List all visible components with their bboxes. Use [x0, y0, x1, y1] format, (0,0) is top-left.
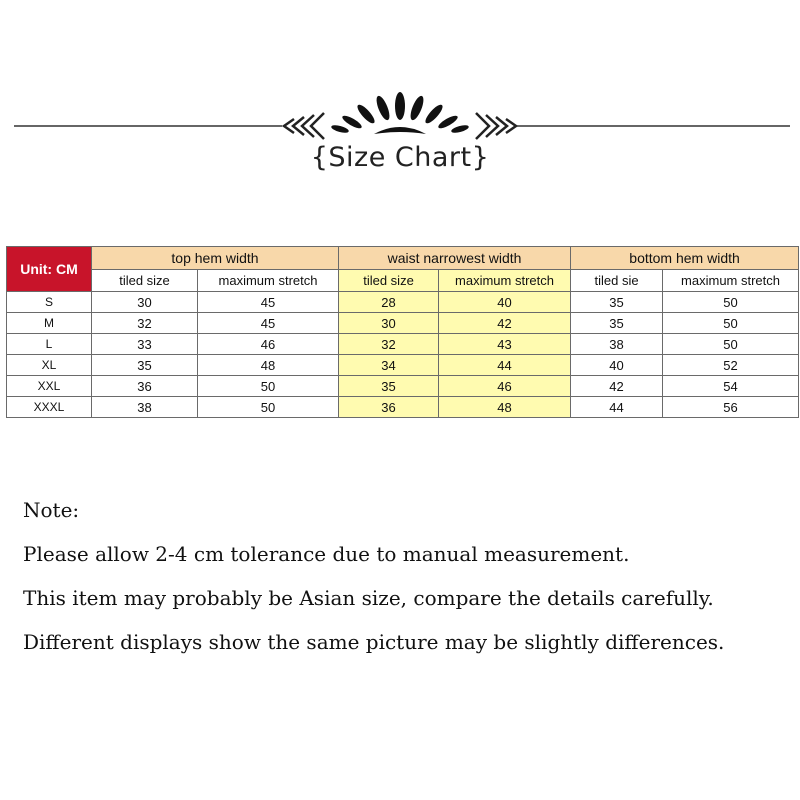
unit-label: Unit: CM [7, 247, 92, 292]
size-chart-header [0, 80, 800, 190]
table-cell: 40 [439, 292, 571, 313]
subheader-cell: tiled size [339, 270, 439, 292]
table-cell: 35 [92, 355, 198, 376]
subheader-cell: maximum stretch [198, 270, 339, 292]
ornament-divider [0, 80, 800, 150]
size-label: XL [7, 355, 92, 376]
table-cell: 32 [339, 334, 439, 355]
table-cell: 38 [571, 334, 663, 355]
table-cell: 46 [439, 376, 571, 397]
table-cell: 48 [198, 355, 339, 376]
table-cell: 52 [663, 355, 799, 376]
size-label: XXL [7, 376, 92, 397]
table-cell: 46 [198, 334, 339, 355]
table-row [7, 397, 799, 418]
table-cell: 50 [663, 334, 799, 355]
table-cell: 40 [571, 355, 663, 376]
table-cell: 45 [198, 313, 339, 334]
table-cell: 43 [439, 334, 571, 355]
note-line: Different displays show the same picture may be slightly differences. [23, 630, 725, 654]
size-label: L [7, 334, 92, 355]
table-cell: 45 [198, 292, 339, 313]
table-cell: 33 [92, 334, 198, 355]
page-title: {Size Chart} [310, 142, 490, 173]
table-cell: 30 [339, 313, 439, 334]
table-cell: 44 [439, 355, 571, 376]
subheader-cell: tiled size [92, 270, 198, 292]
table-group-header-row [7, 247, 799, 270]
table-row [7, 292, 799, 313]
table-cell: 50 [663, 292, 799, 313]
table-cell: 30 [92, 292, 198, 313]
subheader-cell: maximum stretch [439, 270, 571, 292]
table-cell: 54 [663, 376, 799, 397]
table-cell: 56 [663, 397, 799, 418]
table-row [7, 376, 799, 397]
table-cell: 42 [439, 313, 571, 334]
table-cell: 28 [339, 292, 439, 313]
table-row [7, 313, 799, 334]
table-cell: 38 [92, 397, 198, 418]
table-row [7, 334, 799, 355]
table-cell: 36 [339, 397, 439, 418]
group-header-waist: waist narrowest width [339, 247, 571, 270]
notes-section [23, 498, 793, 674]
group-header-top-hem: top hem width [92, 247, 339, 270]
table-cell: 44 [571, 397, 663, 418]
notes-heading: Note: [23, 498, 80, 522]
table-cell: 50 [198, 376, 339, 397]
note-line: This item may probably be Asian size, compare the details carefully. [23, 586, 714, 610]
size-label: M [7, 313, 92, 334]
table-cell: 35 [571, 313, 663, 334]
table-cell: 48 [439, 397, 571, 418]
table-cell: 42 [571, 376, 663, 397]
table-cell: 36 [92, 376, 198, 397]
table-subheader-row [7, 270, 799, 292]
fan-ornament-icon [331, 92, 470, 134]
table-cell: 50 [198, 397, 339, 418]
table-cell: 50 [663, 313, 799, 334]
size-label: S [7, 292, 92, 313]
table-cell: 35 [339, 376, 439, 397]
table-cell: 32 [92, 313, 198, 334]
chevrons-right-icon [476, 113, 516, 139]
table-cell: 34 [339, 355, 439, 376]
table-row [7, 355, 799, 376]
table-cell: 35 [571, 292, 663, 313]
note-line: Please allow 2-4 cm tolerance due to manual measurement. [23, 542, 630, 566]
chevrons-left-icon [284, 113, 324, 139]
size-table [6, 246, 799, 418]
group-header-bottom-hem: bottom hem width [571, 247, 799, 270]
subheader-cell: tiled sie [571, 270, 663, 292]
subheader-cell: maximum stretch [663, 270, 799, 292]
size-label: XXXL [7, 397, 92, 418]
